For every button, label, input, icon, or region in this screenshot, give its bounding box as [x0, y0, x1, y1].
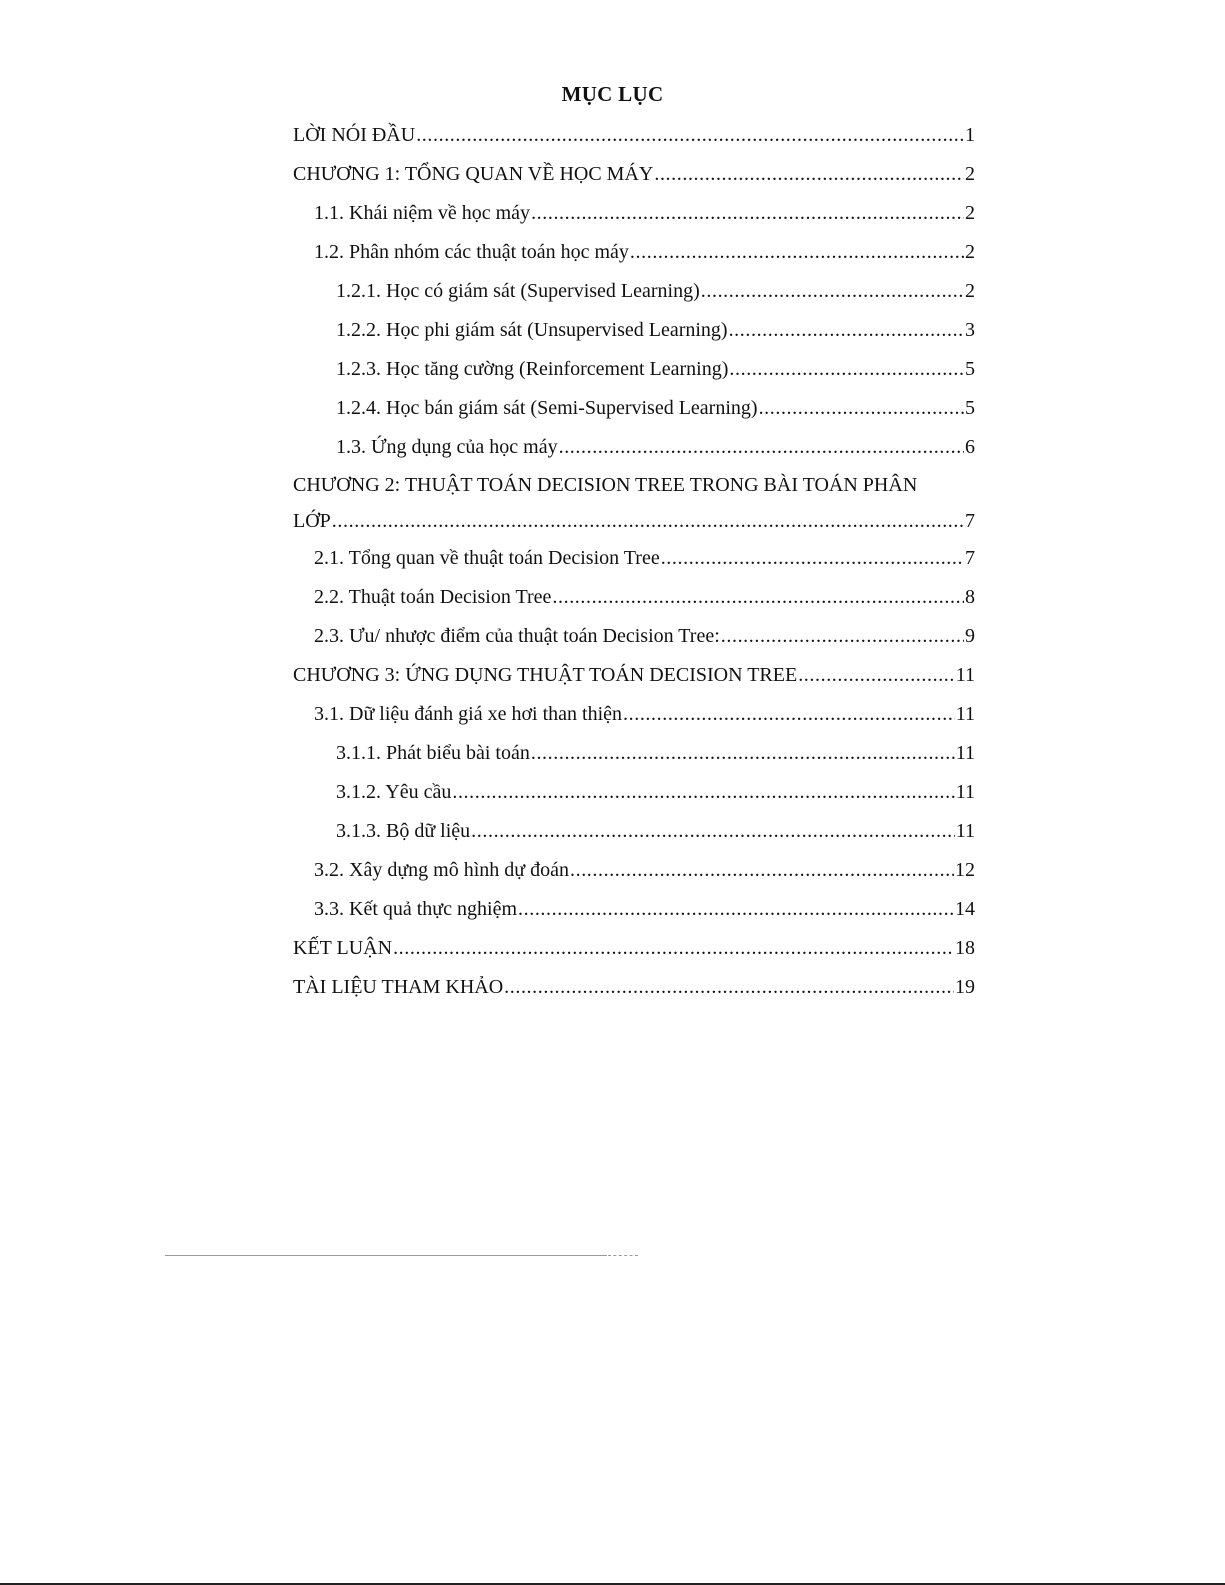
toc-entry[interactable] [293, 734, 975, 773]
toc-entry[interactable] [293, 812, 975, 851]
toc-entry[interactable] [293, 311, 975, 350]
toc-entry[interactable] [293, 116, 975, 155]
dot-leader [552, 578, 964, 617]
dot-leader [798, 656, 955, 695]
page-title: MỤC LỤC [561, 82, 664, 106]
toc-page-number: 7 [965, 510, 975, 532]
toc-entry-label: 3.1.2. Yêu cầu [336, 781, 452, 803]
toc-entry[interactable] [293, 617, 975, 656]
dot-leader [393, 929, 954, 968]
toc-page-number: 14 [955, 898, 975, 920]
toc-entry-label: 1.3. Ứng dụng của học máy [336, 436, 558, 458]
toc-entry-label-line1: CHƯƠNG 2: THUẬT TOÁN DECISION TREE TRONG BÀI TOÁN PHÂN [293, 474, 918, 496]
toc-entry-label: 2.2. Thuật toán Decision Tree [314, 586, 552, 608]
dot-leader [729, 311, 964, 350]
toc-entry-label: 3.1.1. Phát biểu bài toán [336, 742, 530, 764]
toc-page-number: 19 [955, 976, 975, 998]
toc-entry[interactable] [293, 233, 975, 272]
toc-entry[interactable] [293, 890, 975, 929]
toc-entry-label: KẾT LUẬN [293, 937, 393, 959]
toc-page-number: 6 [965, 436, 975, 458]
toc-entry[interactable] [293, 851, 975, 890]
toc-entry-label: 1.2.3. Học tăng cường (Reinforcement Learning) [336, 358, 729, 380]
toc-page-number: 1 [965, 124, 975, 146]
toc-page-number: 7 [965, 547, 975, 569]
dot-leader [623, 695, 955, 734]
toc-page-number: 2 [965, 241, 975, 263]
dot-leader [570, 851, 954, 890]
dot-leader [471, 812, 955, 851]
table-of-contents [293, 116, 975, 1007]
toc-entry[interactable] [293, 578, 975, 617]
dot-leader [630, 233, 964, 272]
toc-entry[interactable] [293, 467, 975, 539]
toc-page-number: 11 [955, 820, 975, 842]
toc-entry-label: CHƯƠNG 3: ỨNG DỤNG THUẬT TOÁN DECISION TREE [293, 664, 798, 686]
toc-entry-label: 1.1. Khái niệm về học máy [314, 202, 531, 224]
dot-leader [701, 272, 964, 311]
toc-page-number: 2 [965, 280, 975, 302]
toc-entry[interactable] [293, 773, 975, 812]
toc-entry-label: 2.3. Ưu/ nhược điểm của thuật toán Decision Tree: [314, 625, 720, 647]
toc-page-number: 3 [965, 319, 975, 341]
toc-entry-label: 1.2.2. Học phi giám sát (Unsupervised Learning) [336, 319, 728, 341]
toc-page-number: 9 [965, 625, 975, 647]
toc-entry-label: 3.3. Kết quả thực nghiệm [314, 898, 518, 920]
toc-entry-label: TÀI LIỆU THAM KHẢO [293, 976, 504, 998]
toc-page-number: 11 [955, 742, 975, 764]
dot-leader [416, 116, 964, 155]
toc-entry[interactable] [293, 929, 975, 968]
toc-entry-label: 3.2. Xây dựng mô hình dự đoán [314, 859, 569, 881]
footnote-separator-tail [608, 1255, 638, 1256]
toc-entry-label: 3.1. Dữ liệu đánh giá xe hơi than thiện [314, 703, 623, 725]
toc-page-number: 11 [955, 703, 975, 725]
dot-leader [654, 155, 964, 194]
dot-leader [332, 503, 964, 539]
dot-leader [518, 890, 954, 929]
toc-page-number: 2 [965, 163, 975, 185]
toc-entry-number: 1.2.1. [336, 280, 381, 302]
toc-page-number: 11 [955, 781, 975, 803]
toc-page-number: 5 [965, 397, 975, 419]
toc-entry[interactable] [293, 389, 975, 428]
toc-entry[interactable] [293, 539, 975, 578]
toc-entry[interactable] [293, 656, 975, 695]
toc-entry[interactable] [293, 428, 975, 467]
dot-leader [661, 539, 964, 578]
toc-entry-label: 1.2. Phân nhóm các thuật toán học máy [314, 241, 629, 263]
toc-page-number: 8 [965, 586, 975, 608]
toc-entry[interactable] [293, 272, 975, 311]
toc-entry[interactable] [293, 194, 975, 233]
footnote-separator [165, 1255, 607, 1256]
dot-leader [531, 734, 955, 773]
toc-entry-label: 1.2.4. Học bán giám sát (Semi-Supervised Learning) [336, 397, 758, 419]
dot-leader [559, 428, 964, 467]
dot-leader [531, 194, 964, 233]
toc-page-number: 18 [955, 937, 975, 959]
toc-entry-label: 3.1.3. Bộ dữ liệu [336, 820, 471, 842]
dot-leader [729, 350, 964, 389]
toc-page-number: 5 [965, 358, 975, 380]
toc-entry-label-line2: LỚP [293, 510, 331, 532]
toc-page-number: 12 [955, 859, 975, 881]
toc-entry-label: Học có giám sát (Supervised Learning) [385, 280, 700, 302]
toc-entry[interactable] [293, 350, 975, 389]
dot-leader [452, 773, 954, 812]
toc-entry[interactable] [293, 968, 975, 1007]
toc-entry[interactable] [293, 155, 975, 194]
toc-entry-label: 2.1. Tổng quan về thuật toán Decision Tree [314, 547, 660, 569]
toc-entry-label: LỜI NÓI ĐẦU [293, 124, 416, 146]
toc-page-number: 2 [965, 202, 975, 224]
toc-entry[interactable] [293, 695, 975, 734]
toc-entry-label: CHƯƠNG 1: TỔNG QUAN VỀ HỌC MÁY [293, 163, 654, 185]
dot-leader [504, 968, 954, 1007]
dot-leader [759, 389, 964, 428]
dot-leader [721, 617, 964, 656]
toc-page-number: 11 [955, 664, 975, 686]
